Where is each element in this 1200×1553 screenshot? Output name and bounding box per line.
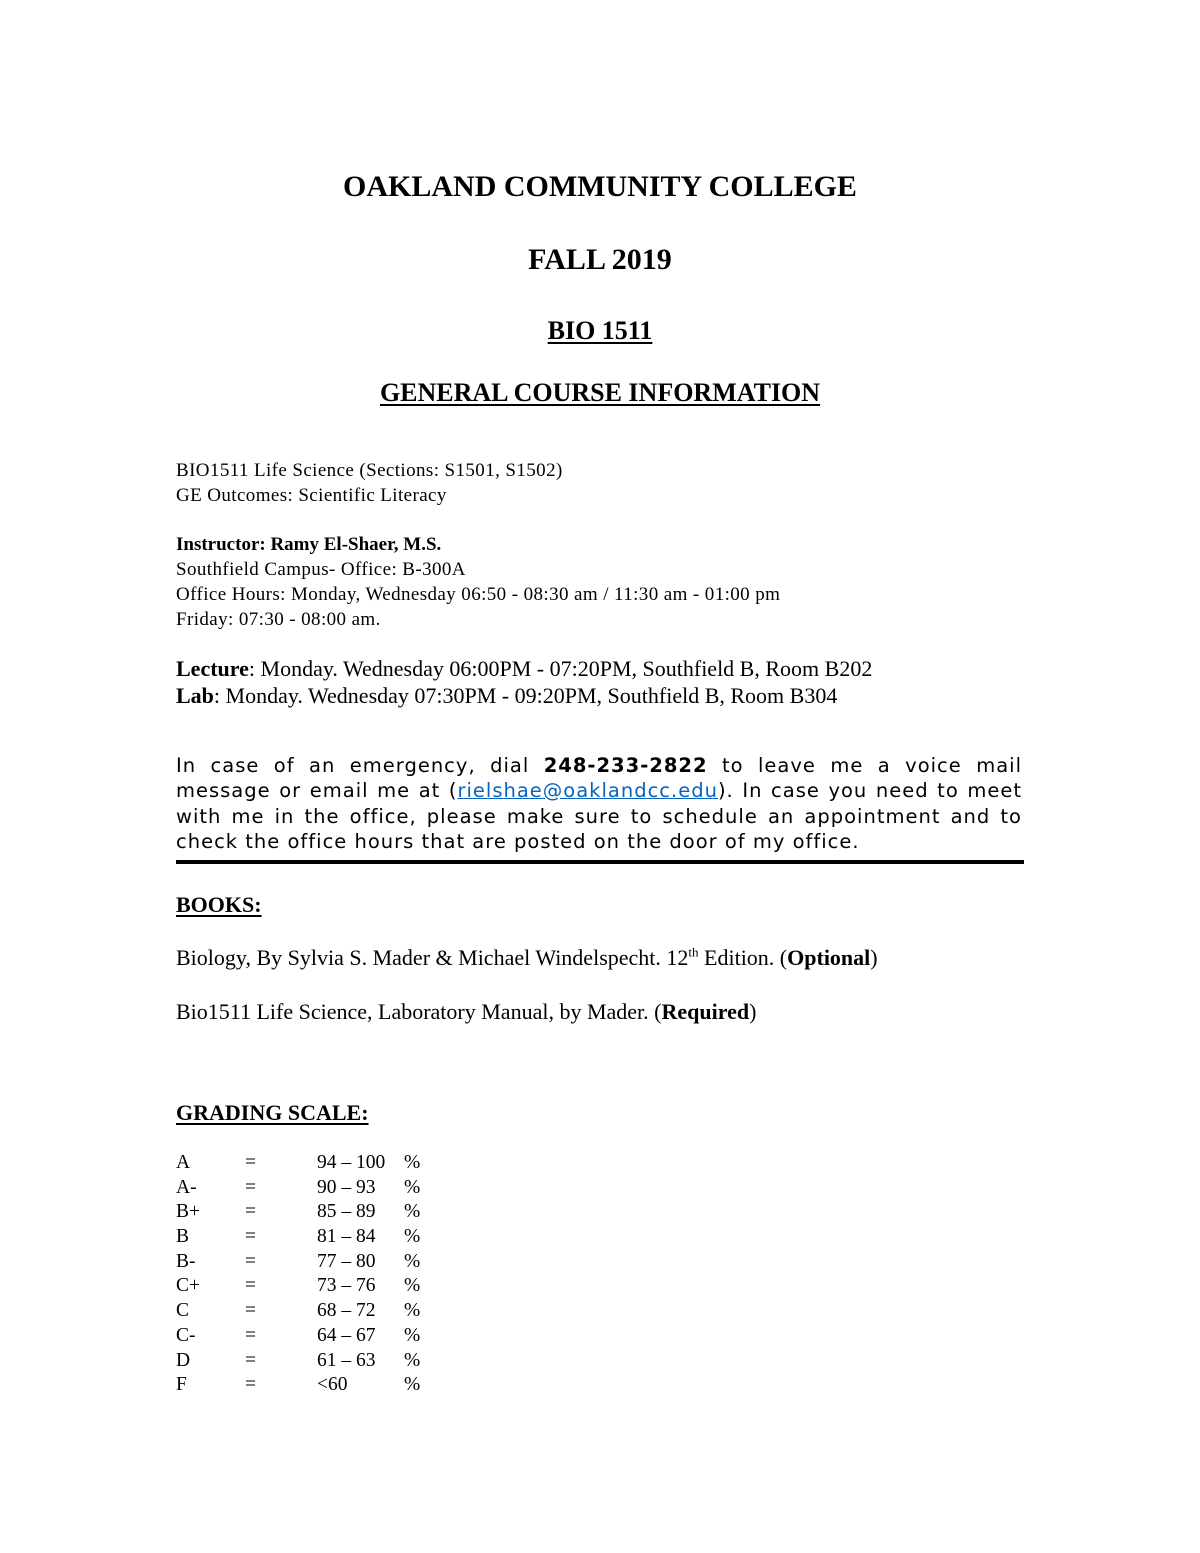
horizontal-divider xyxy=(176,860,1024,864)
grade-equals: = xyxy=(245,1201,256,1223)
grade-row xyxy=(176,1374,476,1399)
grade-equals: = xyxy=(245,1152,256,1173)
college-title: OAKLAND COMMUNITY COLLEGE xyxy=(343,170,857,203)
grade-range: 61 – 63 xyxy=(317,1349,376,1371)
course-info xyxy=(176,458,1036,508)
grade-percent: % xyxy=(404,1226,421,1248)
grade-range: 90 – 93 xyxy=(317,1176,376,1198)
course-code-title: BIO 1511 xyxy=(547,316,653,345)
grade-percent: % xyxy=(404,1324,421,1346)
email-link[interactable]: rielshae@oaklandcc.edu xyxy=(457,779,718,802)
book1-status: Optional xyxy=(787,945,871,970)
emergency-text-1: In case of an emergency, dial xyxy=(176,753,544,777)
emergency-text-2: to leave me a voice mail message or email me at ( xyxy=(176,753,1022,802)
grade-letter: A xyxy=(176,1152,191,1173)
book1-edition: Edition. ( xyxy=(698,945,788,970)
grade-row xyxy=(176,1275,476,1300)
grade-range: 81 – 84 xyxy=(317,1226,376,1248)
lab-label: Lab xyxy=(176,683,214,708)
grade-range: <60 xyxy=(317,1374,348,1396)
instructor-name: Instructor: Ramy El-Shaer, M.S. xyxy=(176,534,442,555)
book1-title: Biology, By Sylvia S. Mader & Michael Windelspecht. 12 xyxy=(176,945,689,970)
grade-range: 77 – 80 xyxy=(317,1250,376,1272)
grade-range: 68 – 72 xyxy=(317,1300,376,1322)
grade-equals: = xyxy=(245,1300,256,1322)
book2-status: Required xyxy=(661,999,750,1024)
grade-percent: % xyxy=(404,1176,421,1198)
book2-title: Bio1511 Life Science, Laboratory Manual, by Mader. ( xyxy=(176,999,662,1024)
grade-equals: = xyxy=(245,1176,256,1198)
office-hours: Office Hours: Monday, Wednesday 06:50 - 08:30 am / 11:30 am - 01:00 pm xyxy=(176,584,781,605)
grade-row xyxy=(176,1177,476,1202)
grading-scale-heading: GRADING SCALE: xyxy=(176,1100,369,1125)
grade-letter: C+ xyxy=(176,1275,201,1297)
grade-row xyxy=(176,1300,476,1325)
grade-percent: % xyxy=(404,1250,421,1272)
grade-row xyxy=(176,1152,476,1177)
grade-row xyxy=(176,1226,476,1251)
grade-equals: = xyxy=(245,1374,256,1396)
book-item-lab-manual xyxy=(176,998,756,1025)
grading-scale-table xyxy=(176,1152,476,1399)
course-sections: BIO1511 Life Science (Sections: S1501, S1502) xyxy=(176,460,563,481)
class-schedule xyxy=(176,655,1036,709)
instructor-info xyxy=(176,532,1036,632)
book1-close: ) xyxy=(870,945,878,970)
grade-row xyxy=(176,1201,476,1226)
grade-letter: C xyxy=(176,1300,190,1322)
grade-row xyxy=(176,1325,476,1350)
grade-equals: = xyxy=(245,1349,256,1371)
book-item-biology xyxy=(176,944,878,971)
grade-row xyxy=(176,1350,476,1375)
grade-percent: % xyxy=(404,1152,421,1173)
grade-equals: = xyxy=(245,1250,256,1272)
grade-range: 64 – 67 xyxy=(317,1324,376,1346)
grade-percent: % xyxy=(404,1275,421,1297)
grade-range: 85 – 89 xyxy=(317,1201,376,1223)
lab-schedule xyxy=(176,682,1036,709)
friday-hours: Friday: 07:30 - 08:00 am. xyxy=(176,609,381,630)
office-location: Southfield Campus- Office: B-300A xyxy=(176,559,466,580)
document-title: GENERAL COURSE INFORMATION xyxy=(379,378,821,407)
grade-range: 94 – 100 xyxy=(317,1152,386,1173)
book1-edition-suffix: th xyxy=(688,944,699,960)
grade-equals: = xyxy=(245,1226,256,1248)
grade-equals: = xyxy=(245,1324,256,1346)
grade-letter: B- xyxy=(176,1250,196,1272)
ge-outcomes: GE Outcomes: Scientific Literacy xyxy=(176,485,447,506)
grade-letter: A- xyxy=(176,1176,197,1198)
books-heading: BOOKS: xyxy=(176,892,262,917)
grade-percent: % xyxy=(404,1201,421,1223)
lab-details: : Monday. Wednesday 07:30PM - 09:20PM, Southfield B, Room B304 xyxy=(213,683,838,708)
emergency-text-3: ). In case you need to meet with me in the office, please make sure to schedule an appointment and to check the office hours that are posted on the door of my office. xyxy=(176,779,1022,853)
emergency-contact xyxy=(176,753,1022,855)
grade-letter: B+ xyxy=(176,1201,201,1223)
grade-percent: % xyxy=(404,1300,421,1322)
grade-letter: D xyxy=(176,1349,191,1371)
term-title: FALL 2019 xyxy=(528,243,672,276)
lecture-schedule xyxy=(176,655,1036,682)
book2-close: ) xyxy=(749,999,757,1024)
grade-percent: % xyxy=(404,1374,421,1396)
lecture-details: : Monday. Wednesday 06:00PM - 07:20PM, Southfield B, Room B202 xyxy=(248,656,873,681)
grade-letter: C- xyxy=(176,1324,196,1346)
grade-letter: F xyxy=(176,1374,187,1396)
phone-number: 248-233-2822 xyxy=(543,753,708,777)
grade-percent: % xyxy=(404,1349,421,1371)
grade-row xyxy=(176,1251,476,1276)
lecture-label: Lecture xyxy=(176,656,249,681)
grade-letter: B xyxy=(176,1226,190,1248)
grade-range: 73 – 76 xyxy=(317,1275,376,1297)
grade-equals: = xyxy=(245,1275,256,1297)
